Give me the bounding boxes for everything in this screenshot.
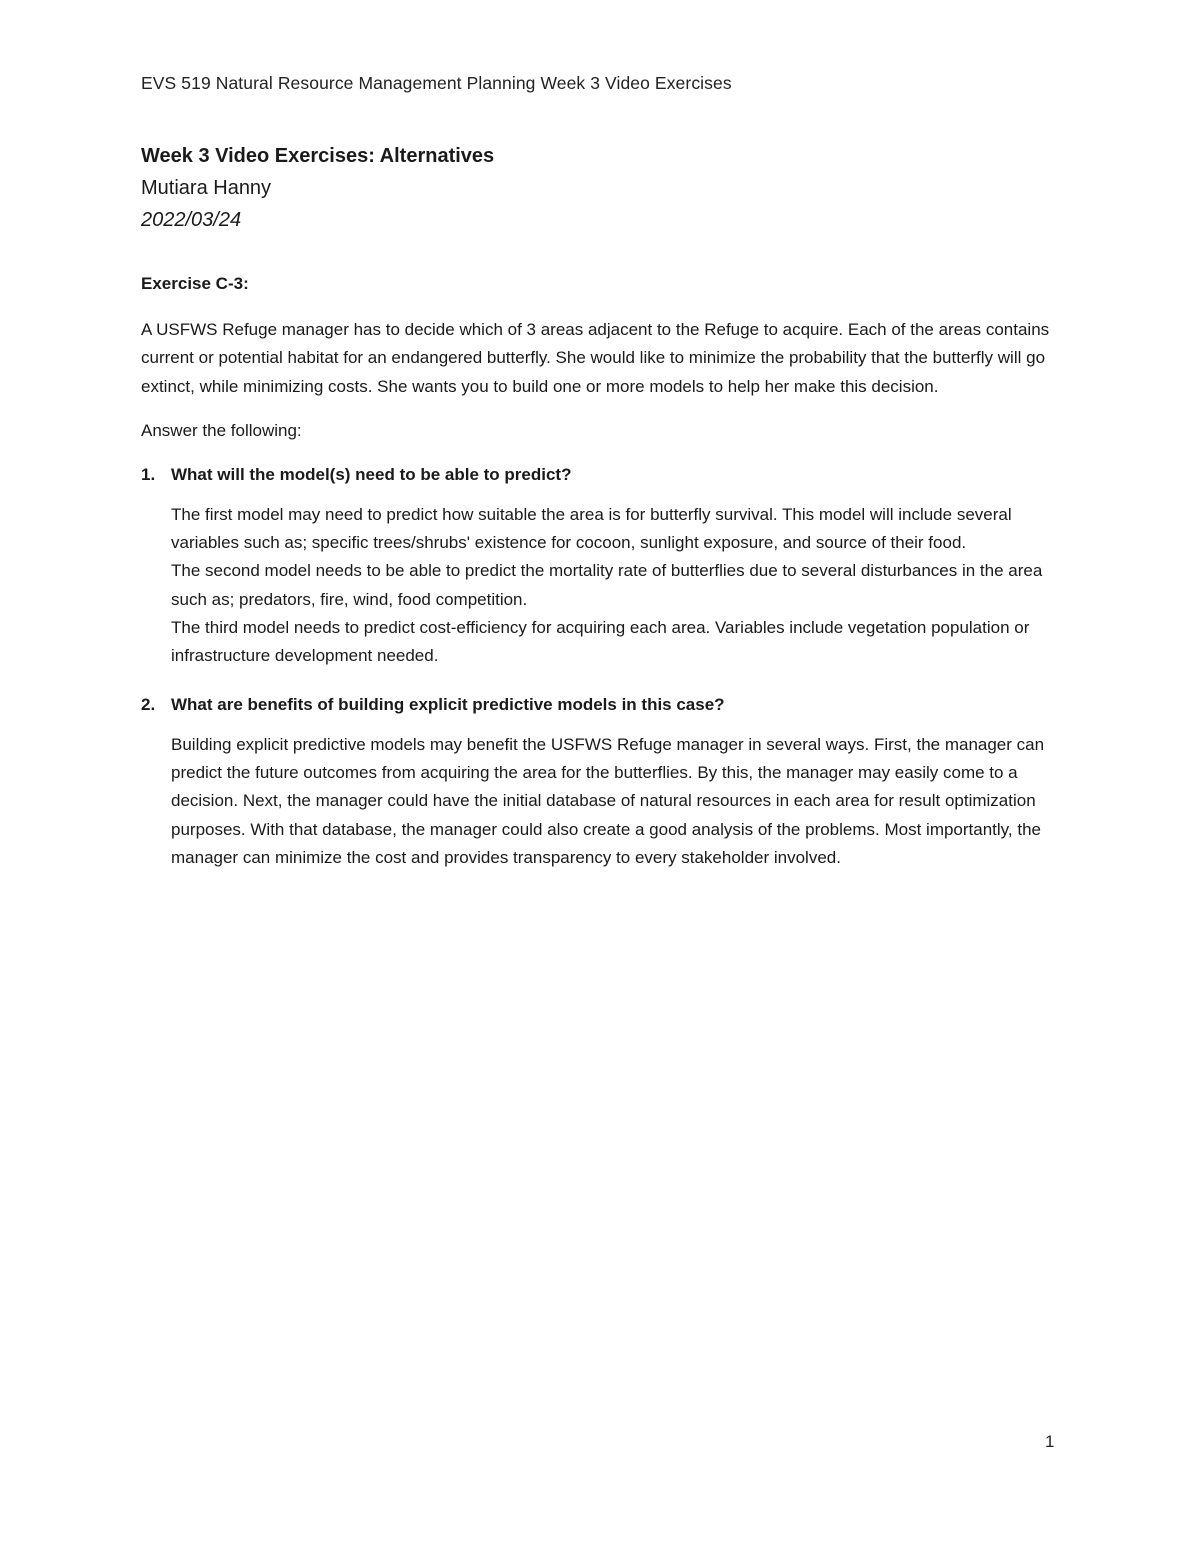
question-2 bbox=[141, 693, 1061, 717]
question-1 bbox=[141, 463, 1061, 487]
exercise-label: Exercise C-3: bbox=[141, 274, 249, 293]
document-body bbox=[141, 142, 1061, 872]
question-number: 1. bbox=[141, 464, 156, 484]
answer-paragraph: The second model needs to be able to predict the mortality rate of butterflies due to several disturbances in the area such as; predators, fire, wind, food competition. bbox=[171, 561, 1043, 609]
answer-paragraph: The first model may need to predict how suitable the area is for butterfly survival. This model will include several variables such as; specific trees/shrubs' existence for cocoon, sunlight exposure, and source of their food. bbox=[171, 504, 1012, 553]
page-number: 1 bbox=[1045, 1432, 1055, 1451]
running-header: EVS 519 Natural Resource Management Planning Week 3 Video Exercises bbox=[141, 73, 732, 93]
author-name: Mutiara Hanny bbox=[141, 177, 272, 199]
exercise-prompt: A USFWS Refuge manager has to decide which of 3 areas adjacent to the Refuge to acquire. Each of the areas contains current or potential habitat for an endangered butterfly. She would like to minimize the probability that the butterfly will go extinct, while minimizing costs. She wants you to build one or more models to help her make this decision. bbox=[141, 320, 1050, 396]
answer-1 bbox=[171, 501, 1061, 671]
question-number: 2. bbox=[141, 694, 156, 714]
answer-2 bbox=[171, 731, 1061, 872]
answer-intro: Answer the following: bbox=[141, 420, 302, 440]
question-text: What will the model(s) need to be able to predict? bbox=[171, 464, 572, 484]
answer-paragraph: Building explicit predictive models may benefit the USFWS Refuge manager in several ways. First, the manager can predict the future outcomes from acquiring the area for the butterflies. By this, the manager may easily come to a decision. Next, the manager could have the initial database of natural resources in each area for result optimization purposes. With that database, the manager could also create a good analysis of the problems. Most importantly, the manager can minimize the cost and provides transparency to every stakeholder involved. bbox=[171, 734, 1045, 867]
answer-paragraph: The third model needs to predict cost-efficiency for acquiring each area. Variables include vegetation population or infrastructure development needed. bbox=[171, 618, 1030, 666]
document-title: Week 3 Video Exercises: Alternatives bbox=[141, 145, 495, 167]
question-text: What are benefits of building explicit predictive models in this case? bbox=[171, 694, 725, 714]
document-date: 2022/03/24 bbox=[141, 209, 242, 231]
